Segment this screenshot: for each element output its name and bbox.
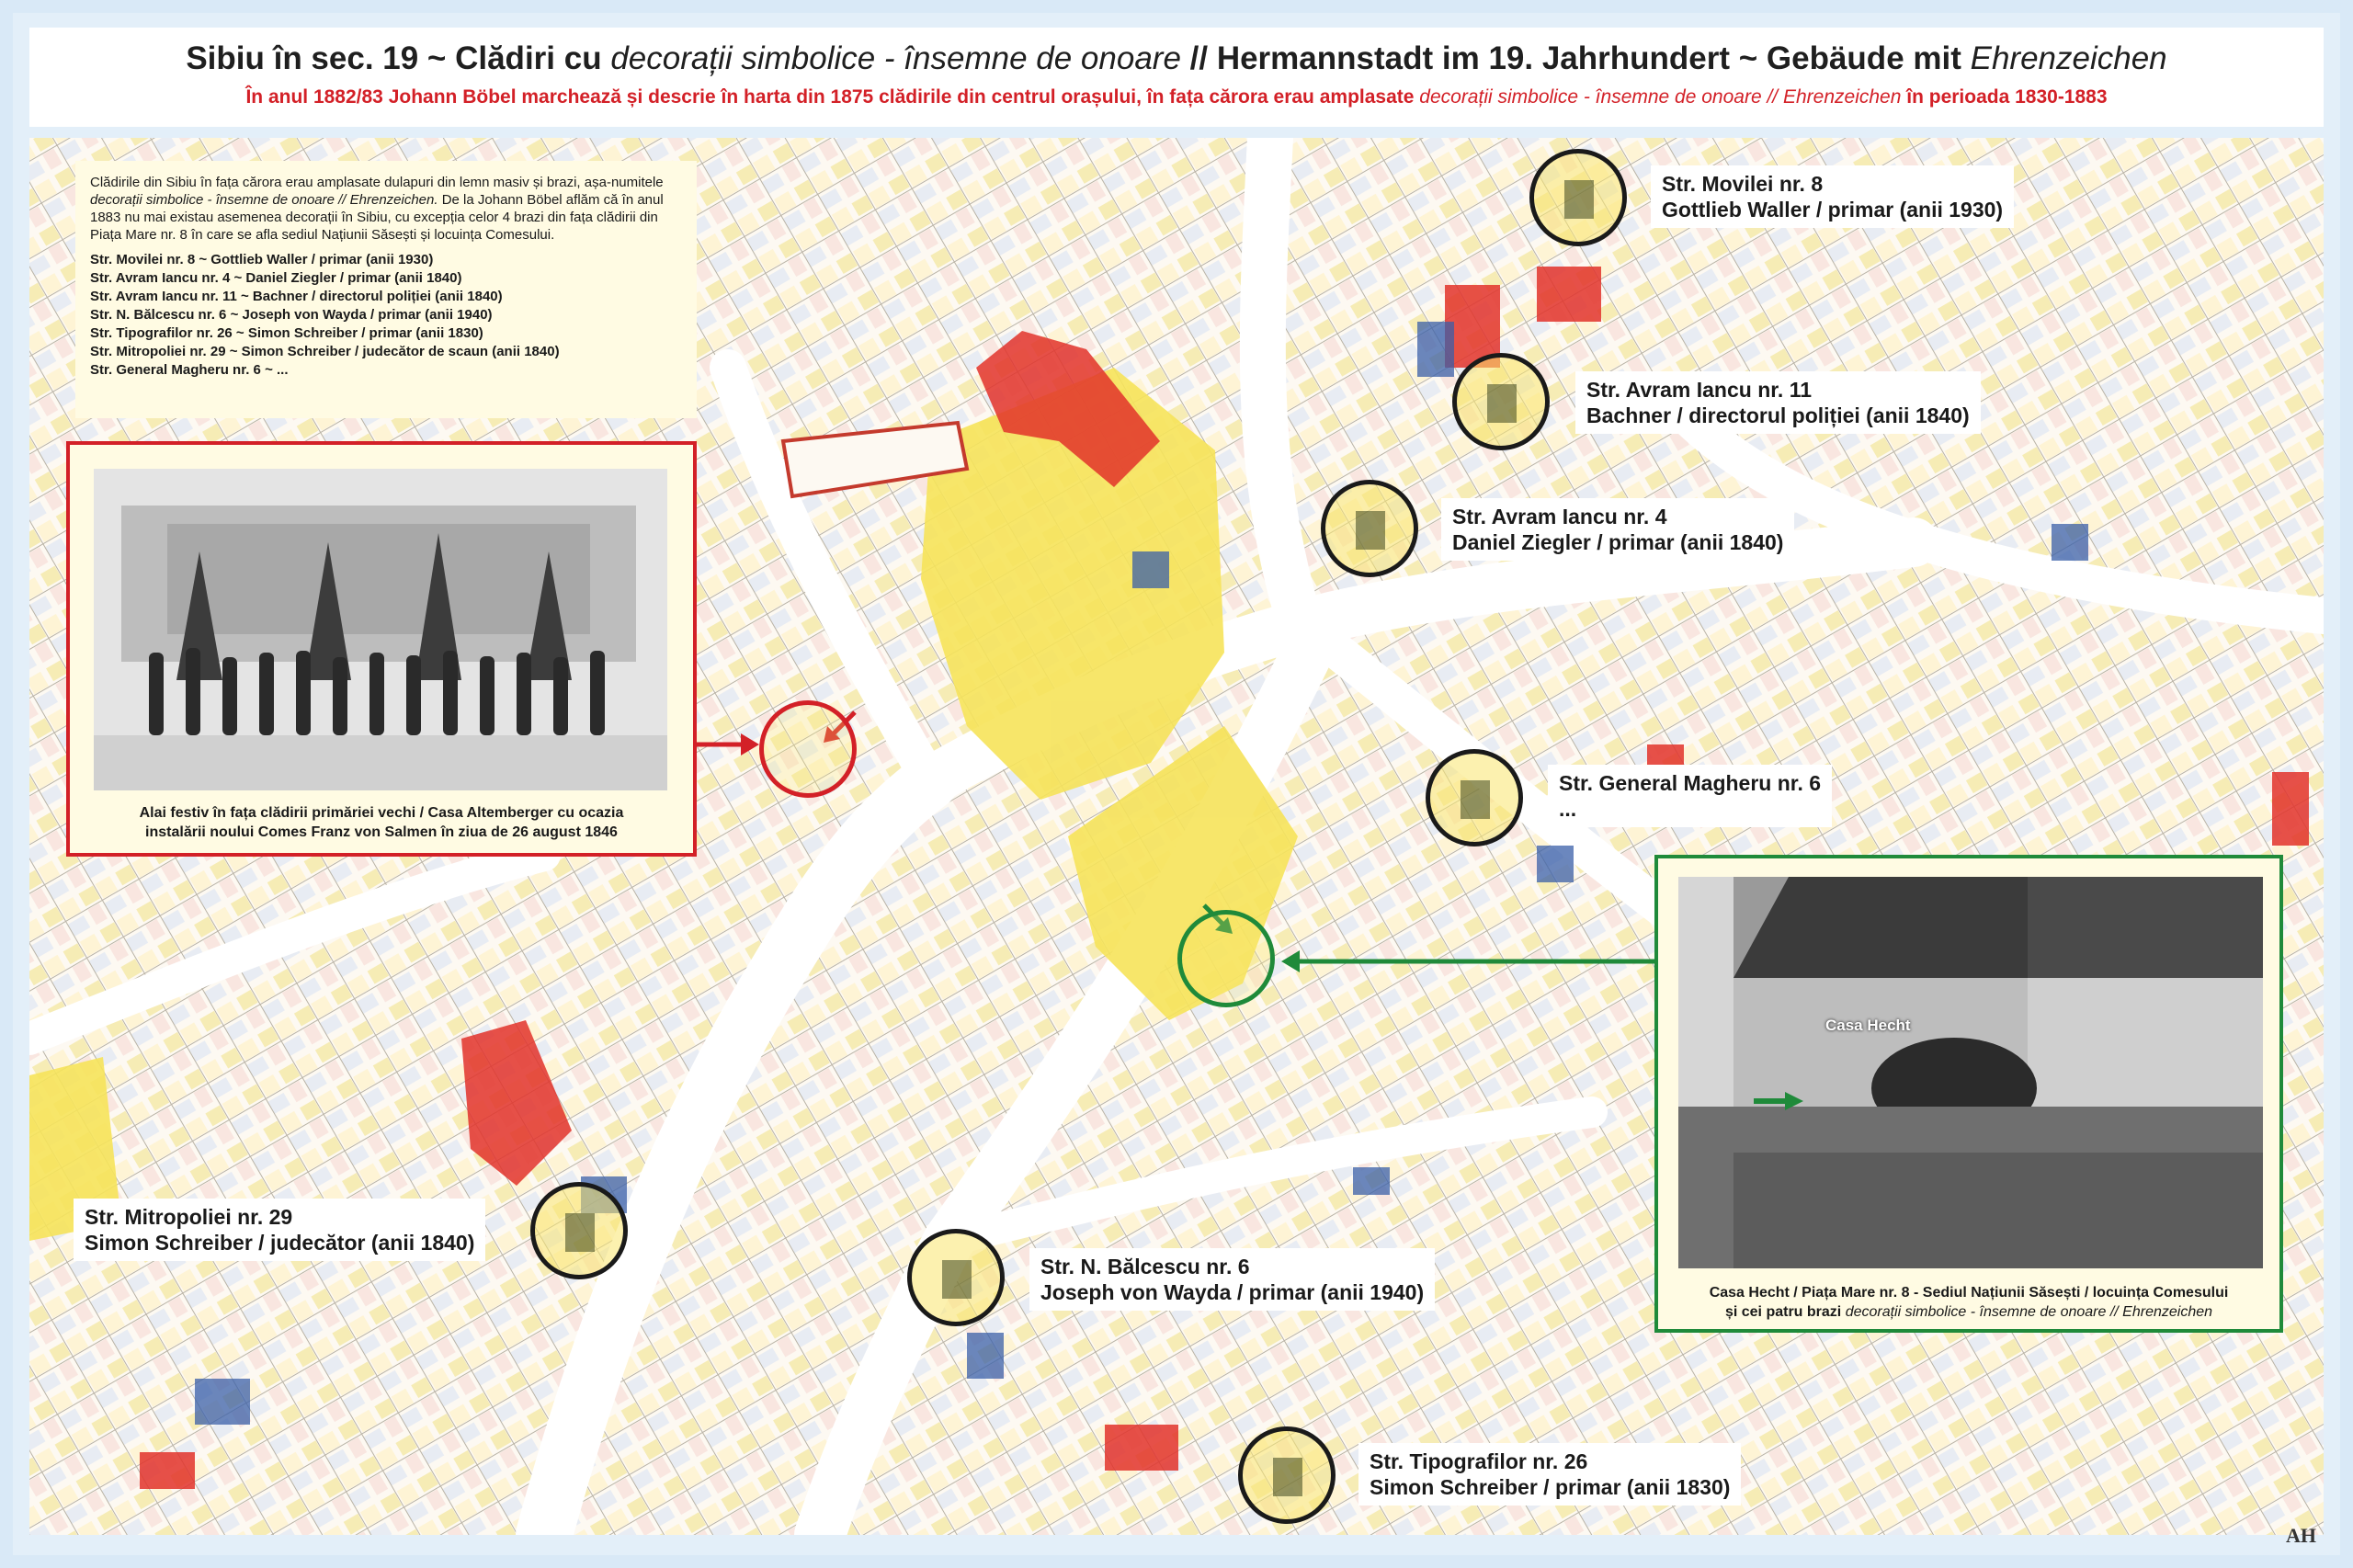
caption-line: Casa Hecht / Piața Mare nr. 8 - Sediul Națiunii Săsești / locuința Comesului: [1709, 1285, 2229, 1301]
subtitle-part: în perioada 1830-1883: [1901, 86, 2108, 108]
label-line: Daniel Ziegler / primar (anii 1840): [1452, 530, 1784, 554]
list-item: Str. Avram Iancu nr. 4 ~ Daniel Ziegler / primar (anii 1840): [90, 270, 462, 286]
label-avram-iancu-11: [1575, 371, 1981, 434]
list-item: Str. N. Bălcescu nr. 6 ~ Joseph von Wayda / primar (anii 1940): [90, 307, 493, 323]
label-line: Str. Mitropoliei nr. 29: [85, 1205, 293, 1229]
list-item: Str. General Magheru nr. 6 ~ ...: [90, 362, 289, 378]
marker-primaria-veche[interactable]: [759, 700, 857, 798]
marker-casa-hecht[interactable]: [1177, 910, 1275, 1007]
marker-tipografilor[interactable]: [1238, 1426, 1336, 1524]
label-line: Str. Avram Iancu nr. 11: [1586, 378, 1813, 402]
author-logo: AH: [2286, 1524, 2316, 1547]
caption-line: instalării noului Comes Franz von Salmen în ziua de 26 august 1846: [145, 824, 618, 840]
list-item: Str. Avram Iancu nr. 11 ~ Bachner / directorul poliției (anii 1840): [90, 289, 503, 304]
label-line: Simon Schreiber / primar (anii 1830): [1370, 1475, 1731, 1499]
marker-balcescu[interactable]: [907, 1229, 1005, 1326]
label-mitropoliei: [74, 1199, 485, 1261]
subtitle-part: În anul 1882/83 Johann Böbel marchează și descrie în harta din 1875 clădirile din centrul orașului, în fața cărora erau amplasate: [245, 86, 1420, 108]
title-italic: decorații simbolice - însemne de onoare: [610, 40, 1181, 76]
label-avram-iancu-4: [1441, 498, 1794, 561]
label-line: Bachner / directorul poliției (anii 1840): [1586, 403, 1970, 427]
marker-avram-iancu-11[interactable]: [1452, 353, 1550, 450]
label-line: Joseph von Wayda / primar (anii 1940): [1040, 1280, 1425, 1304]
caption-italic: decorații simbolice - însemne de onoare // Ehrenzeichen: [1845, 1304, 2213, 1320]
list-item: Str. Movilei nr. 8 ~ Gottlieb Waller / primar (anii 1930): [90, 252, 434, 267]
photo-inner-label: Casa Hecht: [1825, 1017, 1911, 1034]
label-line: Str. Avram Iancu nr. 4: [1452, 505, 1667, 528]
label-balcescu: [1029, 1248, 1435, 1311]
label-line: Simon Schreiber / judecător (anii 1840): [85, 1231, 475, 1255]
label-line: Str. N. Bălcescu nr. 6: [1040, 1255, 1250, 1278]
info-text: De la Johann Böbel aflăm că în anul 1883 nu mai existau asemenea decorații în Sibiu, cu excepția celor 4 brazi din fața clădirii din Piața Mare nr. 8 în care se afla sediul Națiunii Săsești și locuința Comesului.: [90, 192, 664, 243]
subtitle-italic: decorații simbolice - însemne de onoare // Ehrenzeichen: [1419, 86, 1902, 108]
marker-movilei[interactable]: [1529, 149, 1627, 246]
list-item: Str. Mitropoliei nr. 29 ~ Simon Schreiber / judecător de scaun (anii 1840): [90, 344, 560, 359]
label-line: Str. General Magheru nr. 6: [1559, 771, 1822, 795]
label-line: Str. Movilei nr. 8: [1662, 172, 1824, 196]
label-tipografilor: [1358, 1443, 1741, 1506]
info-text: Clădirile din Sibiu în fața cărora erau amplasate dulapuri din lemn masiv și brazi, așa-numitele: [90, 175, 664, 190]
title-italic: Ehrenzeichen: [1970, 40, 2167, 76]
label-line: ...: [1559, 797, 1577, 821]
title-part: Sibiu în sec. 19 ~ Clădiri cu: [186, 40, 611, 76]
label-line: Gottlieb Waller / primar (anii 1930): [1662, 198, 2004, 222]
caption-line: Alai festiv în fața clădirii primăriei vechi / Casa Altemberger cu ocazia: [139, 805, 624, 821]
marker-mitropoliei[interactable]: [530, 1182, 628, 1279]
marker-magheru[interactable]: [1426, 749, 1523, 846]
title-part: // Hermannstadt im 19. Jahrhundert ~ Gebäude mit: [1180, 40, 1971, 76]
label-magheru: [1548, 765, 1832, 827]
caption-text: și cei patru brazi: [1724, 1304, 1846, 1320]
label-movilei: [1651, 165, 2014, 228]
marker-avram-iancu-4[interactable]: [1321, 480, 1418, 577]
info-italic: decorații simbolice - însemne de onoare // Ehrenzeichen.: [90, 192, 438, 208]
list-item: Str. Tipografilor nr. 26 ~ Simon Schreiber / primar (anii 1830): [90, 325, 483, 341]
label-line: Str. Tipografilor nr. 26: [1370, 1449, 1588, 1473]
